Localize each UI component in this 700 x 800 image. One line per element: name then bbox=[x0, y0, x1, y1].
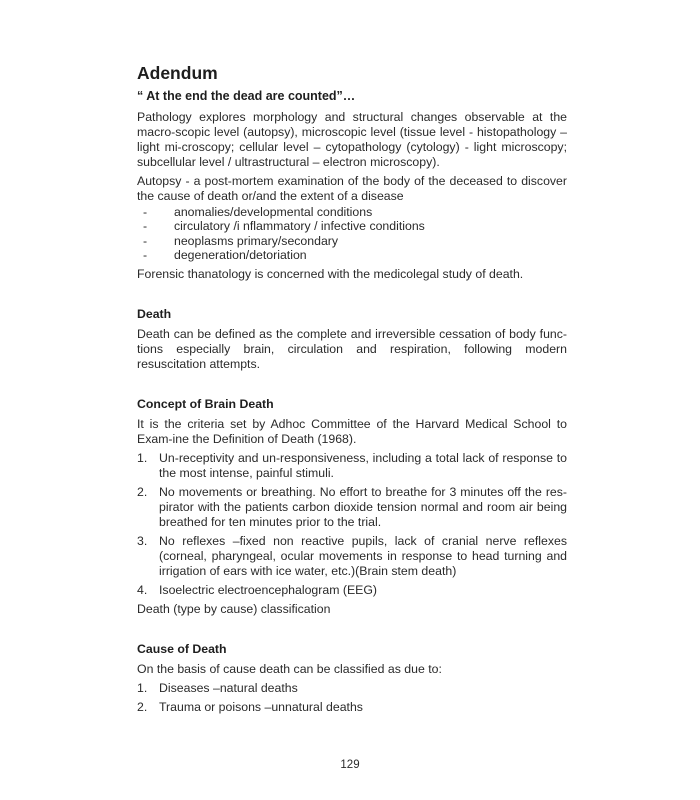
bullet-dash: - bbox=[143, 247, 148, 262]
bullet-dash: - bbox=[143, 205, 148, 219]
section-heading-death: Death bbox=[137, 307, 172, 322]
brain-death-paragraph: It is the criteria set by Adhoc Committee of the Harvard Medical School to Exam-ine the Definition of Death (1968). bbox=[137, 417, 567, 447]
list-item: 4. Isoelectric electroencephalogram (EEG) bbox=[137, 583, 378, 598]
section-heading-brain-death: Concept of Brain Death bbox=[137, 397, 274, 412]
list-item: - anomalies/developmental conditions bbox=[143, 205, 373, 219]
pathology-paragraph: Pathology explores morphology and structural changes observable at the macro-scopic level (autopsy), microscopic level (tissue level - histopathology – light mi-croscopy; cellular level – cytopathology (cytology) - light microscopy; subcellular level / ultrastructural – electron microscopy). bbox=[137, 110, 567, 169]
page-title: Adendum bbox=[137, 63, 218, 83]
section-gap bbox=[137, 376, 567, 397]
list-item: 2. No movements or breathing. No effort to breathe for 3 minutes off the res-pirator with the patients carbon dioxide tension normal and room air being breathed for ten minutes prior to the trial. bbox=[137, 485, 567, 530]
cause-of-death-list bbox=[137, 681, 567, 715]
page-number: 129 bbox=[340, 759, 360, 771]
list-item: 1. Un-receptivity and un-responsiveness, including a total lack of response to the most intense, painful stimuli. bbox=[137, 451, 567, 481]
list-item: - neoplasms primary/secondary bbox=[143, 233, 339, 248]
epigraph-quote: “ At the end the dead are counted”… bbox=[137, 89, 356, 103]
bullet-dash: - bbox=[143, 233, 148, 248]
autopsy-paragraph: Autopsy - a post-mortem examination of the body of the deceased to discover the cause of death or/and the extent of a disease bbox=[137, 174, 567, 203]
list-item: 1. Diseases –natural deaths bbox=[137, 681, 298, 696]
list-item: - degeneration/detoriation bbox=[143, 247, 307, 262]
section-gap bbox=[137, 286, 567, 307]
death-paragraph: Death can be defined as the complete and irreversible cessation of body func-tions especially brain, circulation and respiration, following modern resuscitation attempts. bbox=[137, 327, 567, 372]
brain-death-criteria-list bbox=[137, 451, 567, 598]
section-gap bbox=[137, 621, 567, 642]
autopsy-list bbox=[137, 205, 567, 262]
forensic-paragraph: Forensic thanatology is concerned with the medicolegal study of death. bbox=[137, 267, 524, 282]
list-item: - circulatory /i nflammatory / infective conditions bbox=[143, 219, 425, 234]
cause-of-death-paragraph: On the basis of cause death can be classified as due to: bbox=[137, 662, 442, 677]
section-heading-cause-of-death: Cause of Death bbox=[137, 642, 227, 657]
classification-paragraph: Death (type by cause) classification bbox=[137, 602, 331, 617]
list-item: 3. No reflexes –fixed non reactive pupils, lack of cranial nerve reflexes (corneal, pharyngeal, ocular movements in response to head turning and irrigation of ears with ice water, etc.)(Brain stem death) bbox=[137, 534, 567, 579]
document-page bbox=[137, 60, 567, 719]
list-item: 2. Trauma or poisons –unnatural deaths bbox=[137, 700, 363, 715]
bullet-dash: - bbox=[143, 219, 148, 234]
